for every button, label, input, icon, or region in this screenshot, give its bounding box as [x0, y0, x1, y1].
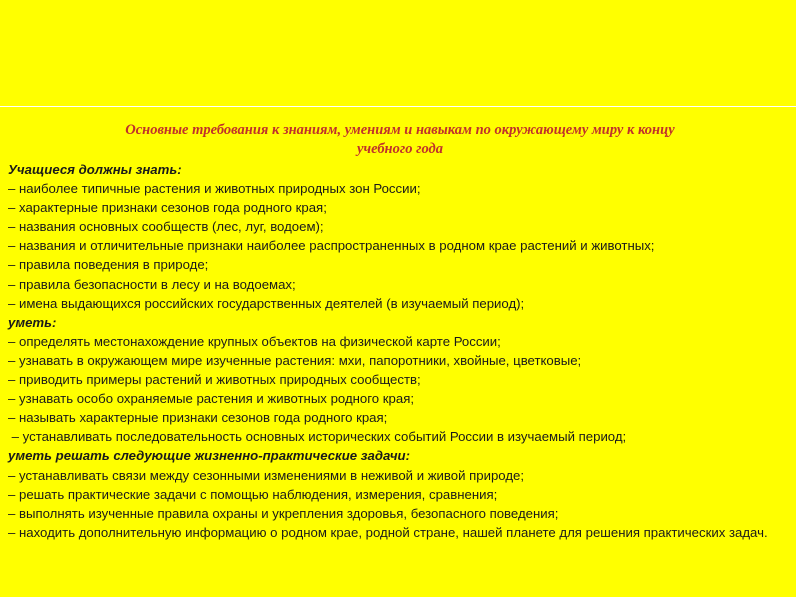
can-item: – узнавать особо охраняемые растения и животных родного края; — [8, 391, 415, 407]
can-item: – приводить примеры растений и животных природных сообществ; — [8, 372, 421, 388]
heading-can: уметь: — [8, 314, 57, 330]
can-item: – узнавать в окружающем мире изученные растения: мхи, папоротники, хвойные, цветковые; — [8, 352, 582, 368]
know-item: – наиболее типичные растения и животных природных зон России; — [8, 181, 421, 197]
know-item: – характерные признаки сезонов года родного края; — [8, 200, 327, 216]
heading-know: Учащиеся должны знать: — [8, 162, 182, 177]
solve-item: – устанавливать связи между сезонными изменениями в неживой и живой природе; — [8, 467, 525, 483]
know-item: – правила безопасности в лесу и на водоемах; — [8, 276, 296, 292]
can-item: – называть характерные признаки сезонов года родного края; — [8, 410, 388, 426]
know-item: – названия основных сообществ (лес, луг, водоем); — [8, 219, 324, 235]
know-item: – правила поведения в природе; — [8, 257, 209, 273]
title-line-2: учебного года — [357, 141, 443, 157]
can-item: – устанавливать последовательность основных исторических событий России в изучаемый период; — [8, 429, 627, 445]
divider-line — [0, 106, 800, 107]
can-item: – определять местонахождение крупных объектов на физической карте России; — [8, 333, 501, 349]
know-item: – имена выдающихся российских государственных деятелей (в изучаемый период); — [8, 295, 525, 311]
title-line-1: Основные требования к знаниям, умениям и навыкам по окружающему миру к концу — [125, 122, 675, 138]
solve-item: – решать практические задачи с помощью наблюдения, измерения, сравнения; — [8, 486, 498, 502]
slide-content — [8, 121, 792, 542]
heading-solve: уметь решать следующие жизненно-практические задачи: — [8, 448, 410, 464]
solve-item: – находить дополнительную информацию о родном крае, родной стране, нашей планете для решения практических задач. — [8, 524, 768, 540]
right-edge-strip — [796, 0, 800, 600]
know-item: – названия и отличительные признаки наиболее распространенных в родном крае растений и животных; — [8, 238, 655, 254]
slide-title — [8, 121, 792, 159]
solve-item: – выполнять изученные правила охраны и укрепления здоровья, безопасного поведения; — [8, 505, 559, 521]
